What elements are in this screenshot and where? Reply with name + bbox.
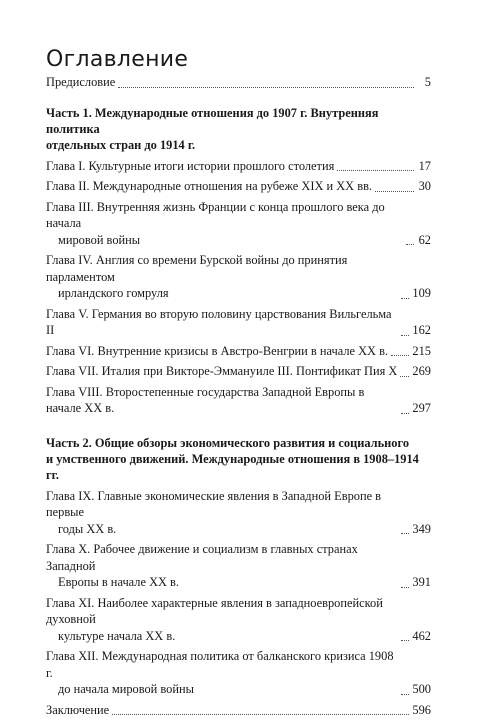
toc-entry-line-1: Глава X. Рабочее движение и социализм в главных странах Западной: [46, 542, 358, 573]
toc-page-number: 5: [424, 75, 431, 89]
toc-entry-line-2: культуре начала XX в.: [58, 628, 176, 643]
toc-entry-label: Предисловие: [46, 75, 116, 89]
toc-entry-label: [46, 648, 398, 698]
toc-entry-line-1: Глава III. Внутренняя жизнь Франции с конца прошлого века до начала: [46, 199, 385, 230]
toc-entry-line-2: до начала мировой войны: [58, 682, 194, 696]
toc-page-number: 349: [412, 521, 431, 536]
toc-entry-line-1: Глава IV. Англия со времени Бурской войны до принятия парламентом: [46, 253, 348, 284]
dot-leader: [401, 587, 409, 588]
page-title: Оглавление: [46, 46, 189, 72]
toc-entry[interactable]: [46, 199, 431, 249]
toc-entry-label: [46, 252, 398, 302]
toc-entry[interactable]: [46, 595, 431, 645]
toc-entry-line-1: Глава V. Германия во вторую половину царствования Вильгельма II: [46, 306, 392, 337]
part-1-entries: [46, 158, 431, 417]
toc-entry[interactable]: [46, 306, 431, 339]
toc-entry-preface[interactable]: [46, 74, 431, 91]
toc-entry[interactable]: [46, 178, 431, 195]
dot-leader: [401, 694, 409, 695]
dot-leader: [118, 87, 414, 88]
toc-entry-line-1: Глава VII. Италия при Викторе-Эммануиле III. Понтификат Пия X: [46, 364, 398, 378]
toc-page-number: 215: [412, 343, 431, 358]
dot-leader: [401, 413, 409, 414]
toc-entry[interactable]: [46, 158, 431, 175]
section-gap: [46, 421, 431, 435]
toc-entry-conclusion[interactable]: [46, 702, 431, 719]
toc-page-number: 462: [412, 628, 431, 643]
toc-page-number: 30: [418, 179, 431, 193]
dot-leader: [375, 191, 414, 192]
toc-entry[interactable]: [46, 384, 431, 417]
dot-leader: [401, 335, 409, 336]
part-1-heading: [46, 105, 431, 153]
toc-entry-label: [46, 158, 334, 175]
toc-page-number: 62: [418, 232, 431, 247]
dot-leader: [401, 298, 409, 299]
toc-entry-line-2: мировой войны: [58, 232, 141, 247]
part-2-heading: [46, 435, 431, 483]
toc-entry-label: [46, 178, 372, 195]
toc-entry[interactable]: [46, 488, 431, 538]
toc-entry[interactable]: [46, 363, 431, 380]
toc-entry-line-2: годы XX в.: [58, 521, 117, 536]
part-2-heading-line-2: и умственного движений. Международные отношения в 1908–1914 гг.: [46, 451, 419, 482]
toc-entry-line-1: Глава VIII. Второстепенные государства Западной Европы в начале XX в.: [46, 384, 365, 415]
toc-page-number: 17: [418, 158, 431, 173]
toc-page-number: 500: [412, 682, 431, 696]
toc-page-number: 162: [412, 323, 431, 337]
table-of-contents: [46, 74, 431, 722]
dot-leader: [401, 640, 409, 641]
toc-entry[interactable]: [46, 343, 431, 360]
toc-entry[interactable]: [46, 252, 431, 302]
toc-entry-line-1: Глава XI. Наиболее характерные явления в западноевропейской духовной: [46, 595, 383, 626]
part-1-heading-line-1: Часть 1. Международные отношения до 1907 г. Внутренняя политика: [46, 105, 379, 136]
toc-page-number: 596: [412, 702, 431, 717]
toc-page-number: 109: [412, 286, 431, 300]
toc-entry-line-1: Глава IX. Главные экономические явления в Западной Европе в первые: [46, 488, 382, 519]
toc-entry-label: Заключение: [46, 702, 110, 717]
toc-entry-label: [46, 363, 397, 380]
toc-entry-line-1: Глава II. Международные отношения на рубеже XIX и XX вв.: [46, 179, 373, 193]
toc-entry-line-1: Глава VI. Внутренние кризисы в Австро-Венгрии в начале XX в.: [46, 343, 389, 358]
toc-entry-label: [46, 384, 398, 417]
toc-entry-label: [46, 306, 398, 339]
dot-leader: [391, 355, 409, 356]
toc-page-number: 391: [412, 575, 431, 589]
toc-entry-line-1: Глава I. Культурные итоги истории прошлого столетия: [46, 158, 335, 173]
toc-entry-label: [46, 488, 398, 538]
toc-entry-label: [46, 199, 403, 249]
toc-entry-label: [46, 541, 398, 591]
toc-page-number: 269: [412, 364, 431, 378]
toc-entry[interactable]: [46, 541, 431, 591]
dot-leader: [112, 714, 409, 715]
dot-leader: [400, 376, 409, 377]
toc-entry-label: [46, 343, 388, 360]
dot-leader: [406, 244, 414, 245]
part-1-heading-line-2: отдельных стран до 1914 г.: [46, 137, 196, 152]
part-2-entries: [46, 488, 431, 698]
toc-entry-line-2: Европы в начале XX в.: [58, 575, 180, 589]
toc-entry-line-1: Глава XII. Международная политика от балканского кризиса 1908 г.: [46, 649, 394, 680]
dot-leader: [401, 533, 409, 534]
toc-entry-label: [46, 595, 398, 645]
toc-page-number: 297: [412, 401, 431, 415]
toc-entry[interactable]: [46, 648, 431, 698]
part-2-heading-line-1: Часть 2. Общие обзоры экономического развития и социального: [46, 435, 410, 450]
toc-entry-line-2: ирландского гомруля: [58, 286, 169, 300]
dot-leader: [337, 170, 414, 171]
